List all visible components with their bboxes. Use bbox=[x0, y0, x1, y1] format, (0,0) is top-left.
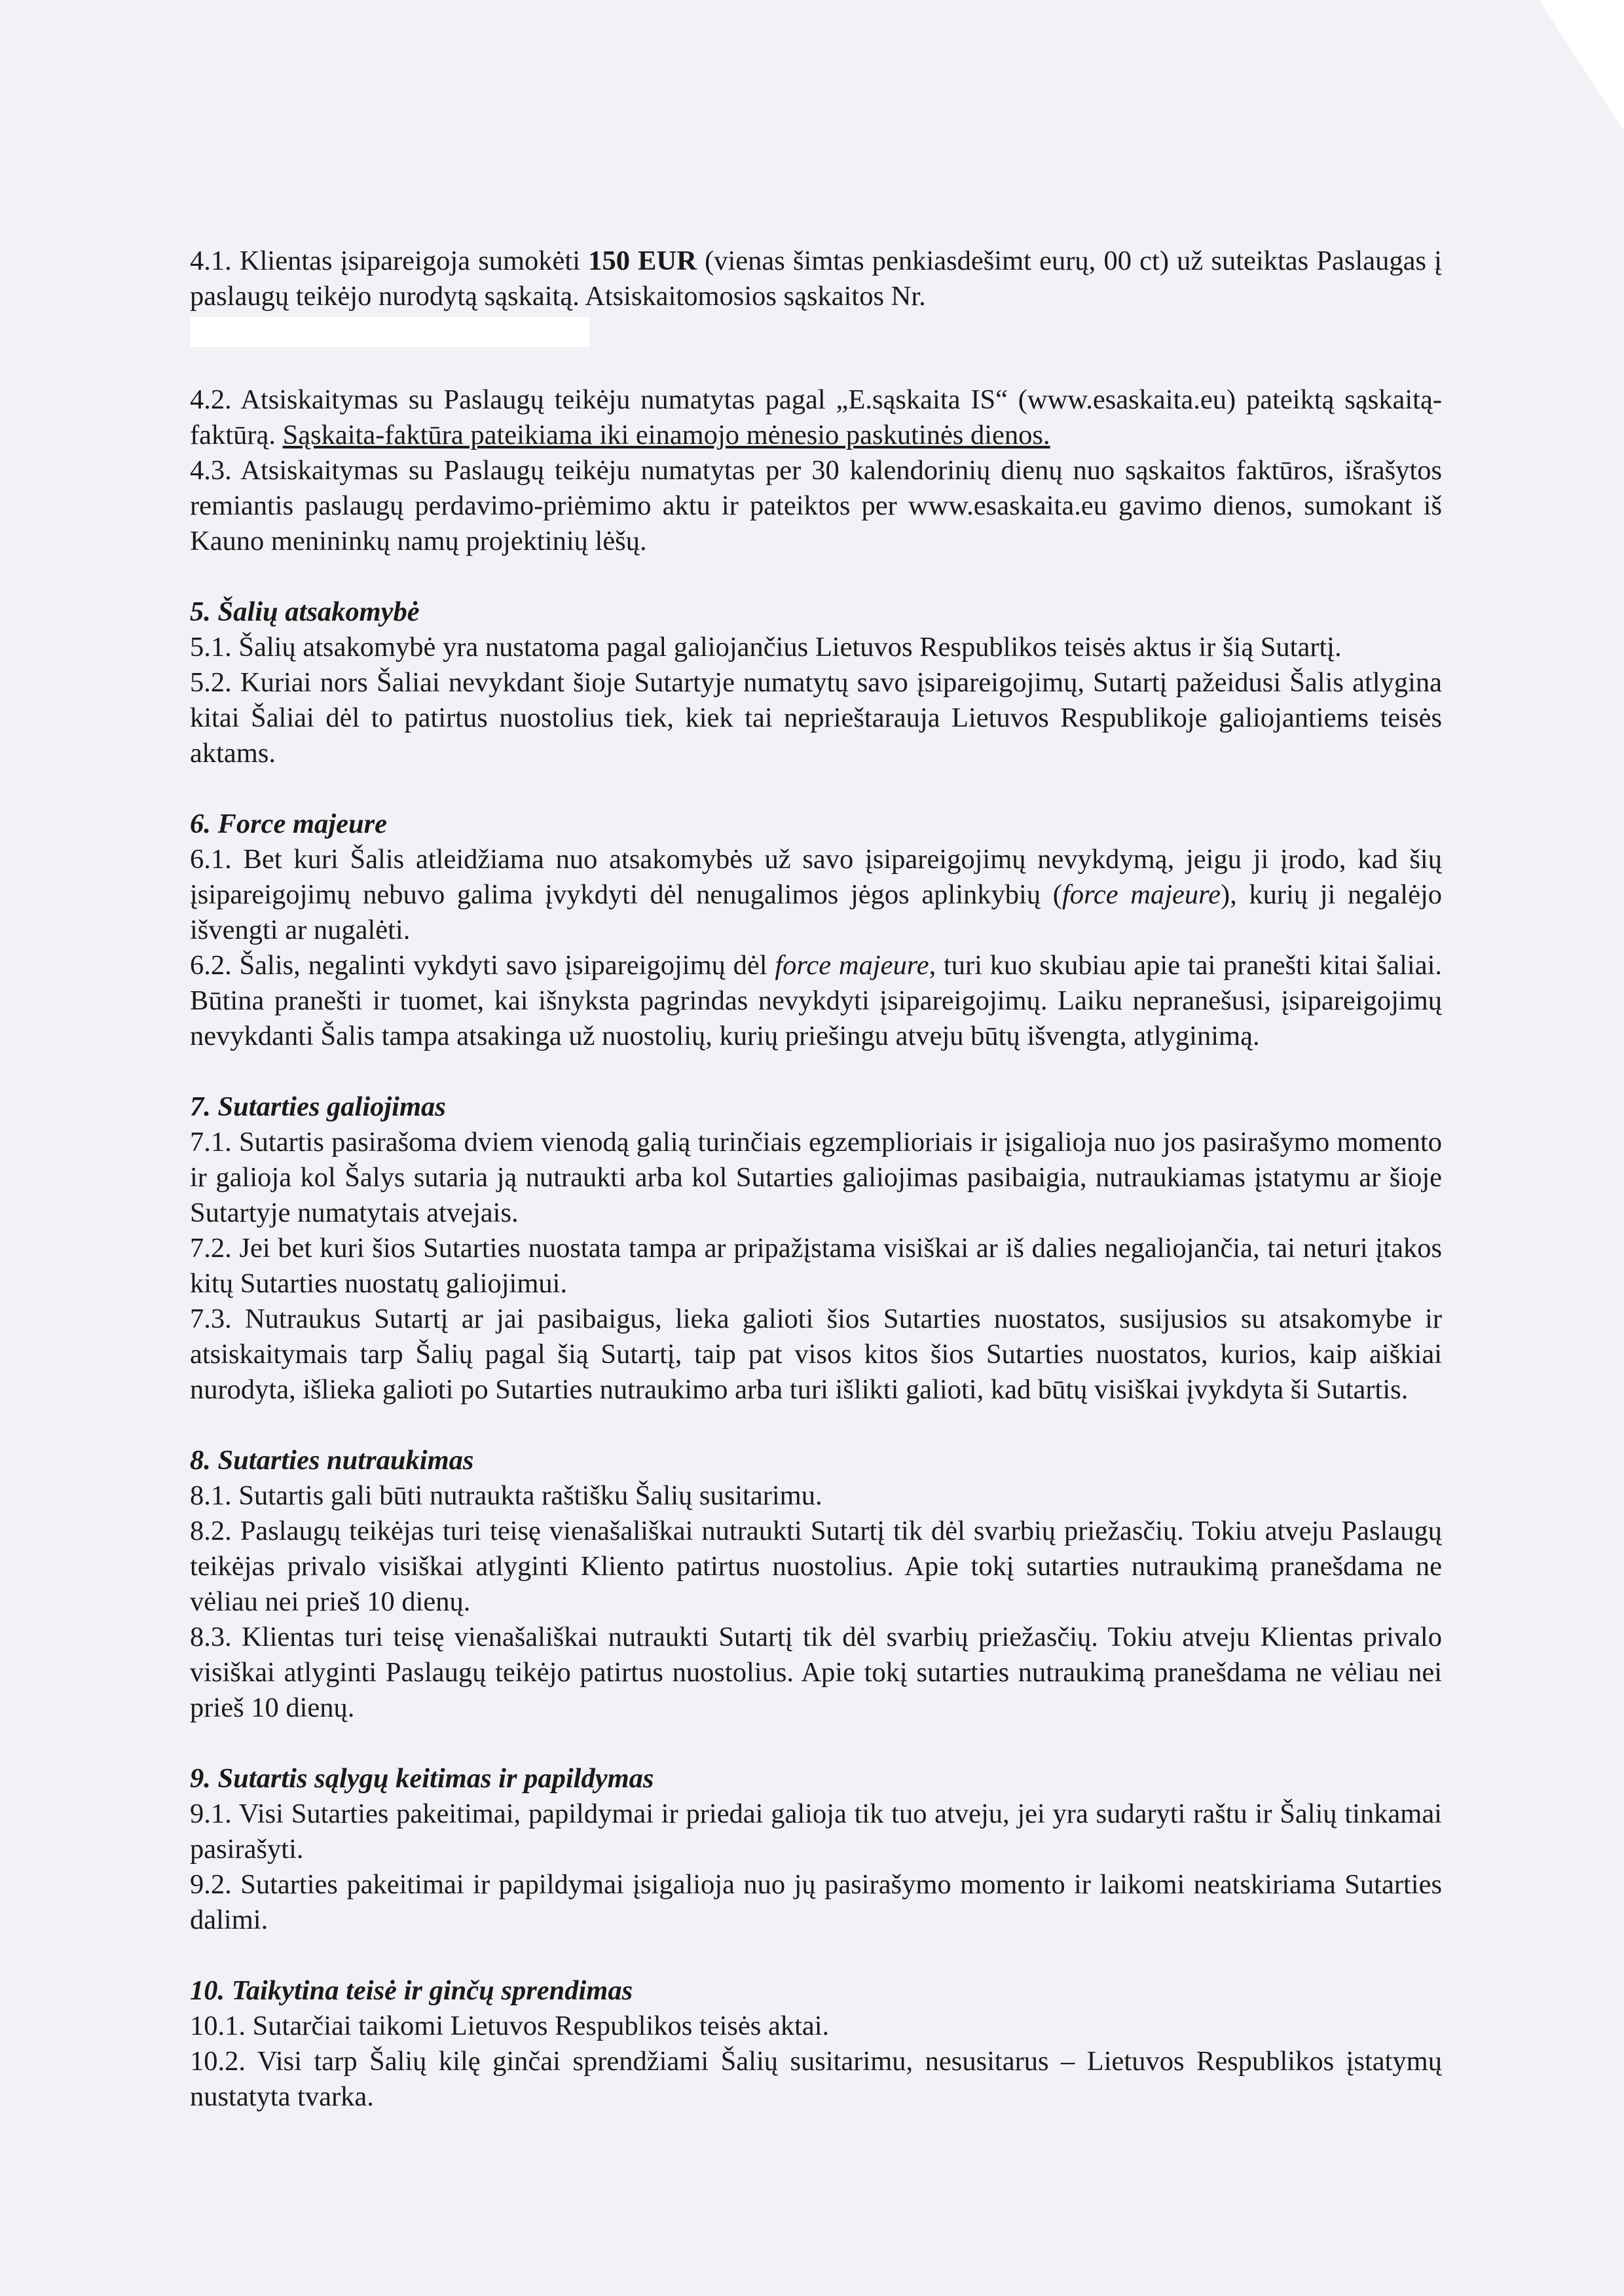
clause-7-3: 7.3. Nutraukus Sutartį ar jai pasibaigus, lieka galioti šios Sutarties nuostatos, susijusios su atsakomybe ir atsiskaitymais tarp Šalių pagal šią Sutartį, taip pat visos kitos šios Sutarties nuostatos, kurios, kaip aiškiai nurodyta, išlieka galioti po Sutarties nutraukimo arba turi išlikti galioti, kad būtų visiškai įvykdyta ši Sutartis. bbox=[190, 1303, 1442, 1405]
clause-6-2 bbox=[190, 948, 1442, 1054]
document-body bbox=[190, 244, 1442, 2115]
clause-9-2: 9.2. Sutarties pakeitimai ir papildymai įsigalioja nuo jų pasirašymo momento ir laikomi neatskiriama Sutarties dalimi. bbox=[190, 1869, 1442, 1935]
clause-text: (vienas šimtas penkiasdešimt eurų, 00 ct) už suteiktas Paslaugas į paslaugų teikėjo nurodytą sąskaitą. Atsiskaitomosios sąskaitos Nr. bbox=[190, 246, 1442, 312]
italic-text: force majeure bbox=[1061, 879, 1221, 910]
section-5-liability bbox=[190, 594, 1442, 771]
amount: 150 EUR bbox=[588, 246, 697, 276]
section-10-governing-law bbox=[190, 1973, 1442, 2115]
clause-7-2: 7.2. Jei bet kuri šios Sutarties nuostata tampa ar pripažįstama visiškai ar iš dalies negaliojančia, tai neturi įtakos kitų Sutarties nuostatų galiojimui. bbox=[190, 1233, 1442, 1299]
clause-5-1: 5.1. Šalių atsakomybė yra nustatoma pagal galiojančius Lietuvos Respublikos teisės aktus ir šią Sutartį. bbox=[190, 632, 1342, 663]
clause-10-2: 10.2. Visi tarp Šalių kilę ginčai sprendžiami Šalių susitarimu, nesusitarus – Lietuvos Respublikos įstatymų nustatyta tvarka. bbox=[190, 2046, 1442, 2112]
clause-7-1: 7.1. Sutartis pasirašoma dviem vienodą galią turinčiais egzemplioriais ir įsigalioja nuo jos pasirašymo momento ir galioja kol Šalys sutaria ją nutraukti arba kol Sutarties galiojimas pasibaigia, nutraukiamas įstatymu ar šioje Sutartyje numatytais atvejais. bbox=[190, 1127, 1442, 1228]
clause-text: 6.1. Bet kuri Šalis atleidžiama nuo atsakomybės už savo įsipareigojimų nevykdymą, jeigu ji įrodo, kad šių įsipareigojimų nebuvo galima įvykdyti dėl nenugalimos jėgos aplinkybių ( bbox=[190, 844, 1442, 910]
section-9-amendments bbox=[190, 1761, 1442, 1938]
section-title: 9. Sutartis sąlygų keitimas ir papildymas bbox=[190, 1763, 654, 1794]
section-title: 10. Taikytina teisė ir ginčų sprendimas bbox=[190, 1975, 633, 2006]
italic-text: force majeure bbox=[775, 950, 929, 981]
clause-text: 4.1. Klientas įsipareigoja sumokėti bbox=[190, 246, 589, 276]
clause-4-3: 4.3. Atsiskaitymas su Paslaugų teikėju numatytas per 30 kalendorinių dienų nuo sąskaitos faktūros, išrašytos remiantis paslaugų perdavimo-priėmimo aktu ir pateiktos per www.esaskaita.eu gavimo dienos, sumokant iš Kauno menininkų namų projektinių lėšų. bbox=[190, 455, 1442, 556]
section-6-force-majeure bbox=[190, 807, 1442, 1054]
clause-8-1: 8.1. Sutartis gali būti nutraukta raštišku Šalių susitarimu. bbox=[190, 1480, 822, 1511]
clause-6-1 bbox=[190, 842, 1442, 948]
folded-page-corner bbox=[1539, 0, 1624, 131]
section-title: 5. Šalių atsakomybė bbox=[190, 596, 420, 627]
section-title: 7. Sutarties galiojimas bbox=[190, 1091, 446, 1122]
clause-text: 6.2. Šalis, negalinti vykdyti savo įsipareigojimų dėl bbox=[190, 950, 775, 981]
redacted-account-number bbox=[190, 317, 589, 347]
clause-9-1: 9.1. Visi Sutarties pakeitimai, papildymai ir priedai galioja tik tuo atveju, jei yra sudaryti raštu ir Šalių tinkamai pasirašyti. bbox=[190, 1798, 1442, 1865]
section-4-payment bbox=[190, 244, 1442, 559]
clause-text: 4.2. Atsiskaitymas su Paslaugų teikėju numatytas pagal „E.sąskaita IS“ (www.esaskaita.eu) pateiktą sąskaitą-faktūrą. bbox=[190, 384, 1442, 450]
clause-4-2 bbox=[190, 382, 1442, 453]
clause-8-2: 8.2. Paslaugų teikėjas turi teisę vienašališkai nutraukti Sutartį tik dėl svarbių priežasčių. Tokiu atveju Paslaugų teikėjas privalo visiškai atlyginti Kliento patirtus nuostolius. Apie tokį sutarties nutraukimą pranešdama ne vėliau nei prieš 10 dienų. bbox=[190, 1516, 1442, 1617]
clause-5-2: 5.2. Kuriai nors Šaliai nevykdant šioje Sutartyje numatytų savo įsipareigojimų, Sutartį pažeidusi Šalis atlygina kitai Šaliai dėl to patirtus nuostolius tiek, kiek tai neprieštarauja Lietuvos Respublikoje galiojantiems teisės aktams. bbox=[190, 667, 1442, 769]
section-title: 6. Force majeure bbox=[190, 809, 388, 839]
section-7-validity bbox=[190, 1089, 1442, 1408]
underlined-text: Sąskaita-faktūra pateikiama iki einamojo mėnesio paskutinės dienos. bbox=[282, 420, 1050, 450]
clause-10-1: 10.1. Sutarčiai taikomi Lietuvos Respublikos teisės aktai. bbox=[190, 2011, 830, 2041]
clause-text: ), kurių ji negalėjo išvengti ar nugalėti. bbox=[190, 879, 1443, 945]
clause-text: , turi kuo skubiau apie tai pranešti kitai šaliai. Būtina pranešti ir tuomet, kai išnyksta pagrindas nevykdyti įsipareigojimų. Laiku nepranešusi, įsipareigojimų nevykdanti Šalis tampa atsakinga už nuostolių, kurių priešingu atveju būtų išvengta, atlyginimą. bbox=[190, 950, 1443, 1051]
clause-8-3: 8.3. Klientas turi teisę vienašališkai nutraukti Sutartį tik dėl svarbių priežasčių. Tokiu atveju Klientas privalo visiškai atlyginti Paslaugų teikėjo patirtus nuostolius. Apie tokį sutarties nutraukimą pranešdama ne vėliau nei prieš 10 dienų. bbox=[190, 1622, 1442, 1723]
section-8-termination bbox=[190, 1443, 1442, 1726]
clause-4-1 bbox=[190, 244, 1442, 314]
section-title: 8. Sutarties nutraukimas bbox=[190, 1445, 474, 1476]
